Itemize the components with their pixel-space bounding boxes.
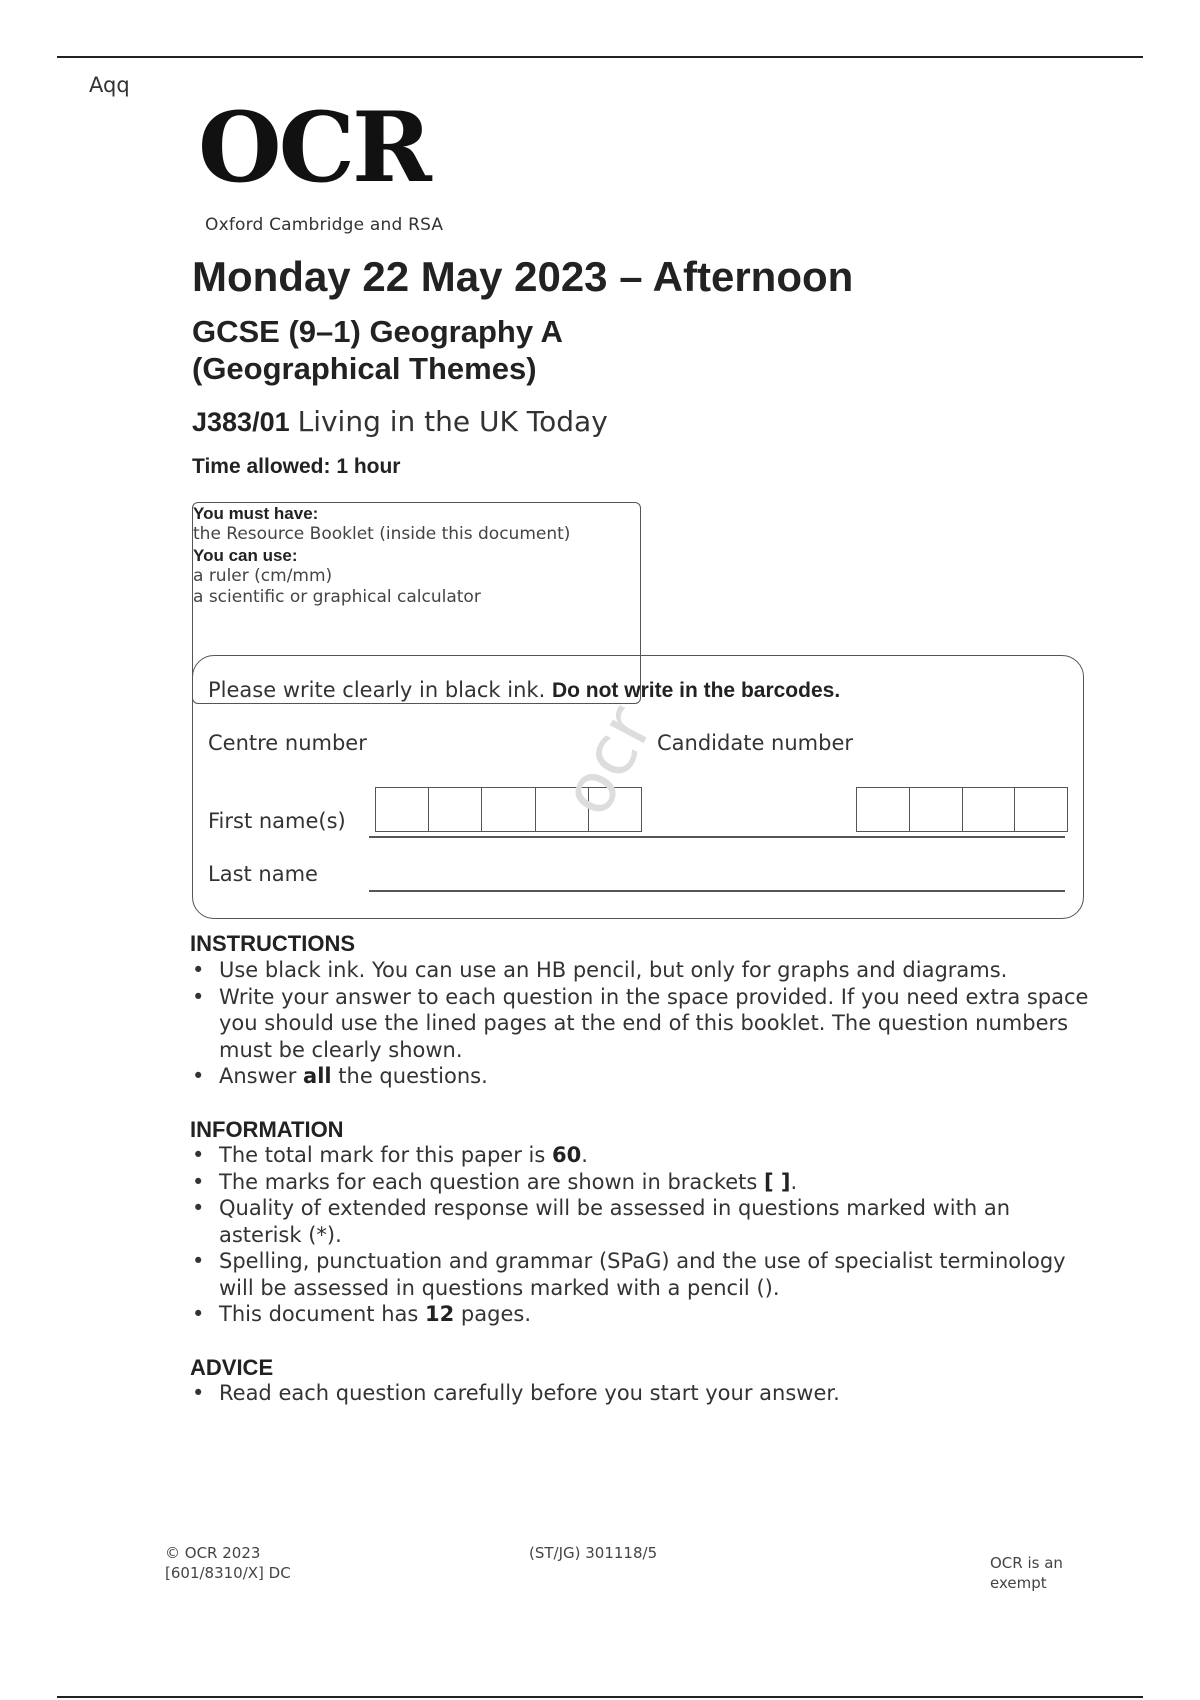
paper-name: Living in the UK Today xyxy=(297,405,608,438)
advice-heading: ADVICE xyxy=(190,1355,274,1380)
copyright-text: © OCR 2023 xyxy=(165,1544,261,1562)
instructions-list xyxy=(190,957,1090,1090)
can-use-item: a ruler (cm/mm) xyxy=(193,566,333,586)
candidate-number-label: Candidate number xyxy=(657,731,853,755)
can-use-heading: You can use: xyxy=(193,546,298,565)
advice-list xyxy=(190,1380,1090,1407)
list-item: • Quality of extended response will be assessed in questions marked with an asterisk (*). xyxy=(190,1195,1090,1248)
list-item: • Write your answer to each question in the space provided. If you need extra space you should use the lined pages at the end of this booklet. The question numbers must be clearly shown. xyxy=(190,984,1090,1064)
list-item: • This document has 12 pages. xyxy=(190,1301,1090,1328)
footer-copyright xyxy=(165,1543,291,1583)
list-item: • Spelling, punctuation and grammar (SPaG) and the use of specialist terminology will be assessed in questions marked with a pencil (). xyxy=(190,1248,1090,1301)
qualification-line-1: GCSE (9–1) Geography A xyxy=(192,314,563,349)
ocr-logo: OCR xyxy=(198,91,429,204)
footer-note-line: OCR is an xyxy=(990,1554,1063,1572)
list-item: • Answer all the questions. xyxy=(190,1063,1090,1090)
must-have-item: the Resource Booklet (inside this document) xyxy=(193,524,571,544)
list-item: • Read each question carefully before you start your answer. xyxy=(190,1380,1090,1407)
ocr-watermark: ocr xyxy=(545,692,670,829)
candidate-box-intro xyxy=(208,678,840,703)
paper-code: J383/01 xyxy=(192,407,290,437)
qualification-line-2: (Geographical Themes) xyxy=(192,351,537,386)
paper-title xyxy=(192,405,608,438)
top-rule xyxy=(57,56,1143,58)
intro-bold-text: Do not write in the barcodes. xyxy=(551,679,841,702)
intro-text: Please write clearly in black ink. xyxy=(208,678,546,702)
information-list xyxy=(190,1142,1090,1328)
candidate-number-boxes[interactable] xyxy=(856,787,1068,832)
information-heading: INFORMATION xyxy=(190,1117,344,1142)
footer-reference: (ST/JG) 301118/5 xyxy=(529,1544,658,1562)
must-have-heading: You must have: xyxy=(193,504,319,523)
qualification-title xyxy=(192,313,563,387)
bottom-rule xyxy=(57,1696,1143,1698)
can-use-item: a scientific or graphical calculator xyxy=(193,587,481,607)
spec-code: [601/8310/X] DC xyxy=(165,1564,291,1582)
last-name-field[interactable] xyxy=(369,890,1065,892)
list-item: • Use black ink. You can use an HB pencil, but only for graphs and diagrams. xyxy=(190,957,1090,984)
footer-note xyxy=(990,1553,1063,1593)
list-item: • The marks for each question are shown in brackets [ ]. xyxy=(190,1169,1090,1196)
instructions-heading: INSTRUCTIONS xyxy=(190,931,355,956)
header-label: Aqq xyxy=(89,73,130,97)
last-name-label: Last name xyxy=(208,862,318,886)
list-item: • The total mark for this paper is 60. xyxy=(190,1142,1090,1169)
first-name-label: First name(s) xyxy=(208,809,346,833)
ocr-logo-subtitle: Oxford Cambridge and RSA xyxy=(205,215,444,235)
first-name-field[interactable] xyxy=(369,836,1065,838)
centre-number-label: Centre number xyxy=(208,731,367,755)
exam-date: Monday 22 May 2023 – Afternoon xyxy=(192,253,854,300)
footer-note-line: exempt xyxy=(990,1574,1047,1592)
time-allowed: Time allowed: 1 hour xyxy=(192,455,401,478)
